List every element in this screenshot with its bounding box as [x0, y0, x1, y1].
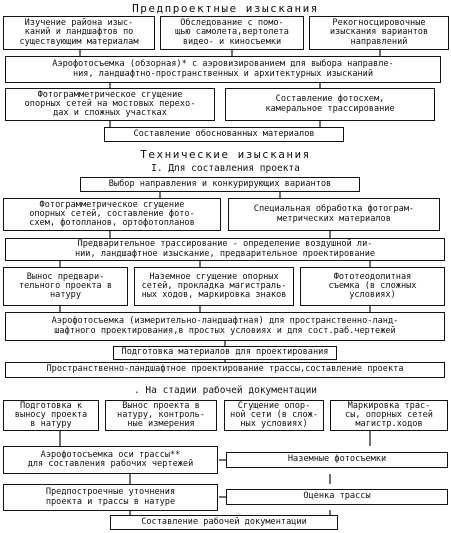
box-route-evaluation: Оценка трассы	[226, 489, 448, 505]
box-preliminary-routing: Предварительное трассирование - определение воздушной ли- нии, ландшафтное изыскание, предварительное проектирование	[5, 238, 445, 261]
box-study-area: Изучение района изыс- каний и ландшафтов по существующим материалам	[3, 16, 155, 50]
box-prepare-materials: Подготовка материалов для проектирования	[113, 346, 337, 360]
box-aerial-inspection: Обследование с помо- щью самолета,вертолета видео- и киносъемки	[160, 16, 304, 50]
box-photogrammetric-networks: Фотограмметрическое сгущение опорных сетей, составление фото- схем, фотопланов, ортофотопланов	[3, 198, 221, 231]
box-working-documentation: Составление рабочей документации	[110, 515, 338, 530]
box-ground-densification: Наземное сгущение опорных сетей, прокладка магистраль- ных ходов, маркировка знаков	[134, 267, 294, 306]
box-overview-aerial-photo: Аэрофотосъемка (обзорная)* с аэровизированием для выбора направле- ния, ландшафтно-пространственных и архитектурных изысканий	[5, 56, 441, 83]
box-phototheodolite-survey: Фототеодолитная съемка (в сложных условиях)	[300, 267, 445, 306]
box-photogrammetric-densification: Фотограмметрическое сгущение опорных сетей на мостовых перехо- дах и сложных участках	[5, 88, 215, 121]
box-ground-photo: Наземные фотосъемки	[226, 452, 448, 468]
box-landscape-design: Пространственно-ландшафтное проектирование трассы,составление проекта	[5, 362, 445, 378]
box-stake-out-control: Вынос проекта в натуру, контроль- ные измерения	[105, 400, 217, 431]
working-docs-title: . На стадии рабочей документации	[133, 385, 318, 396]
box-justification-materials: Составление обоснованных материалов	[104, 127, 344, 142]
box-route-marking: Маркировка трас- сы, опорных сетей магистр.ходов	[330, 400, 448, 431]
box-stake-out-preliminary: Вынос предвари- тельного проекта в натуру	[3, 267, 128, 306]
project-stage-title: I. Для составления проекта	[151, 163, 300, 174]
box-photo-schemes: Составление фотосхем, камеральное трассирование	[225, 88, 435, 121]
box-reconnaissance: Рекогносцировочные изыскания вариантов направлений	[309, 16, 449, 50]
box-network-densification: Сгущение опор- ной сети (в слож- ных условиях)	[224, 400, 324, 431]
box-special-processing: Специальная обработка фотограм- метрических материалов	[228, 198, 440, 231]
box-prepare-stake-out: Подготовка к выносу проекта в натуру	[3, 400, 99, 431]
box-pre-construction-refinement: Предпостроечные уточнения проекта и трассы в натуре	[3, 484, 218, 511]
box-measuring-aerial-photo: Аэрофотосъемка (измерительно-ландшафтная) для пространственно-ланд- шафтного проектирования,в простых условиях и для сост.раб.чертежей	[5, 312, 445, 341]
preliminary-surveys-title: Предпроектные изыскания	[132, 2, 319, 15]
box-axis-aerial-photo: Аэрофотосъемка оси трассы** для составления рабочих чертежей	[3, 446, 218, 474]
box-choose-direction: Выбор направления и конкурирующих вариантов	[80, 177, 360, 192]
technical-surveys-title: Технические изыскания	[140, 148, 311, 161]
